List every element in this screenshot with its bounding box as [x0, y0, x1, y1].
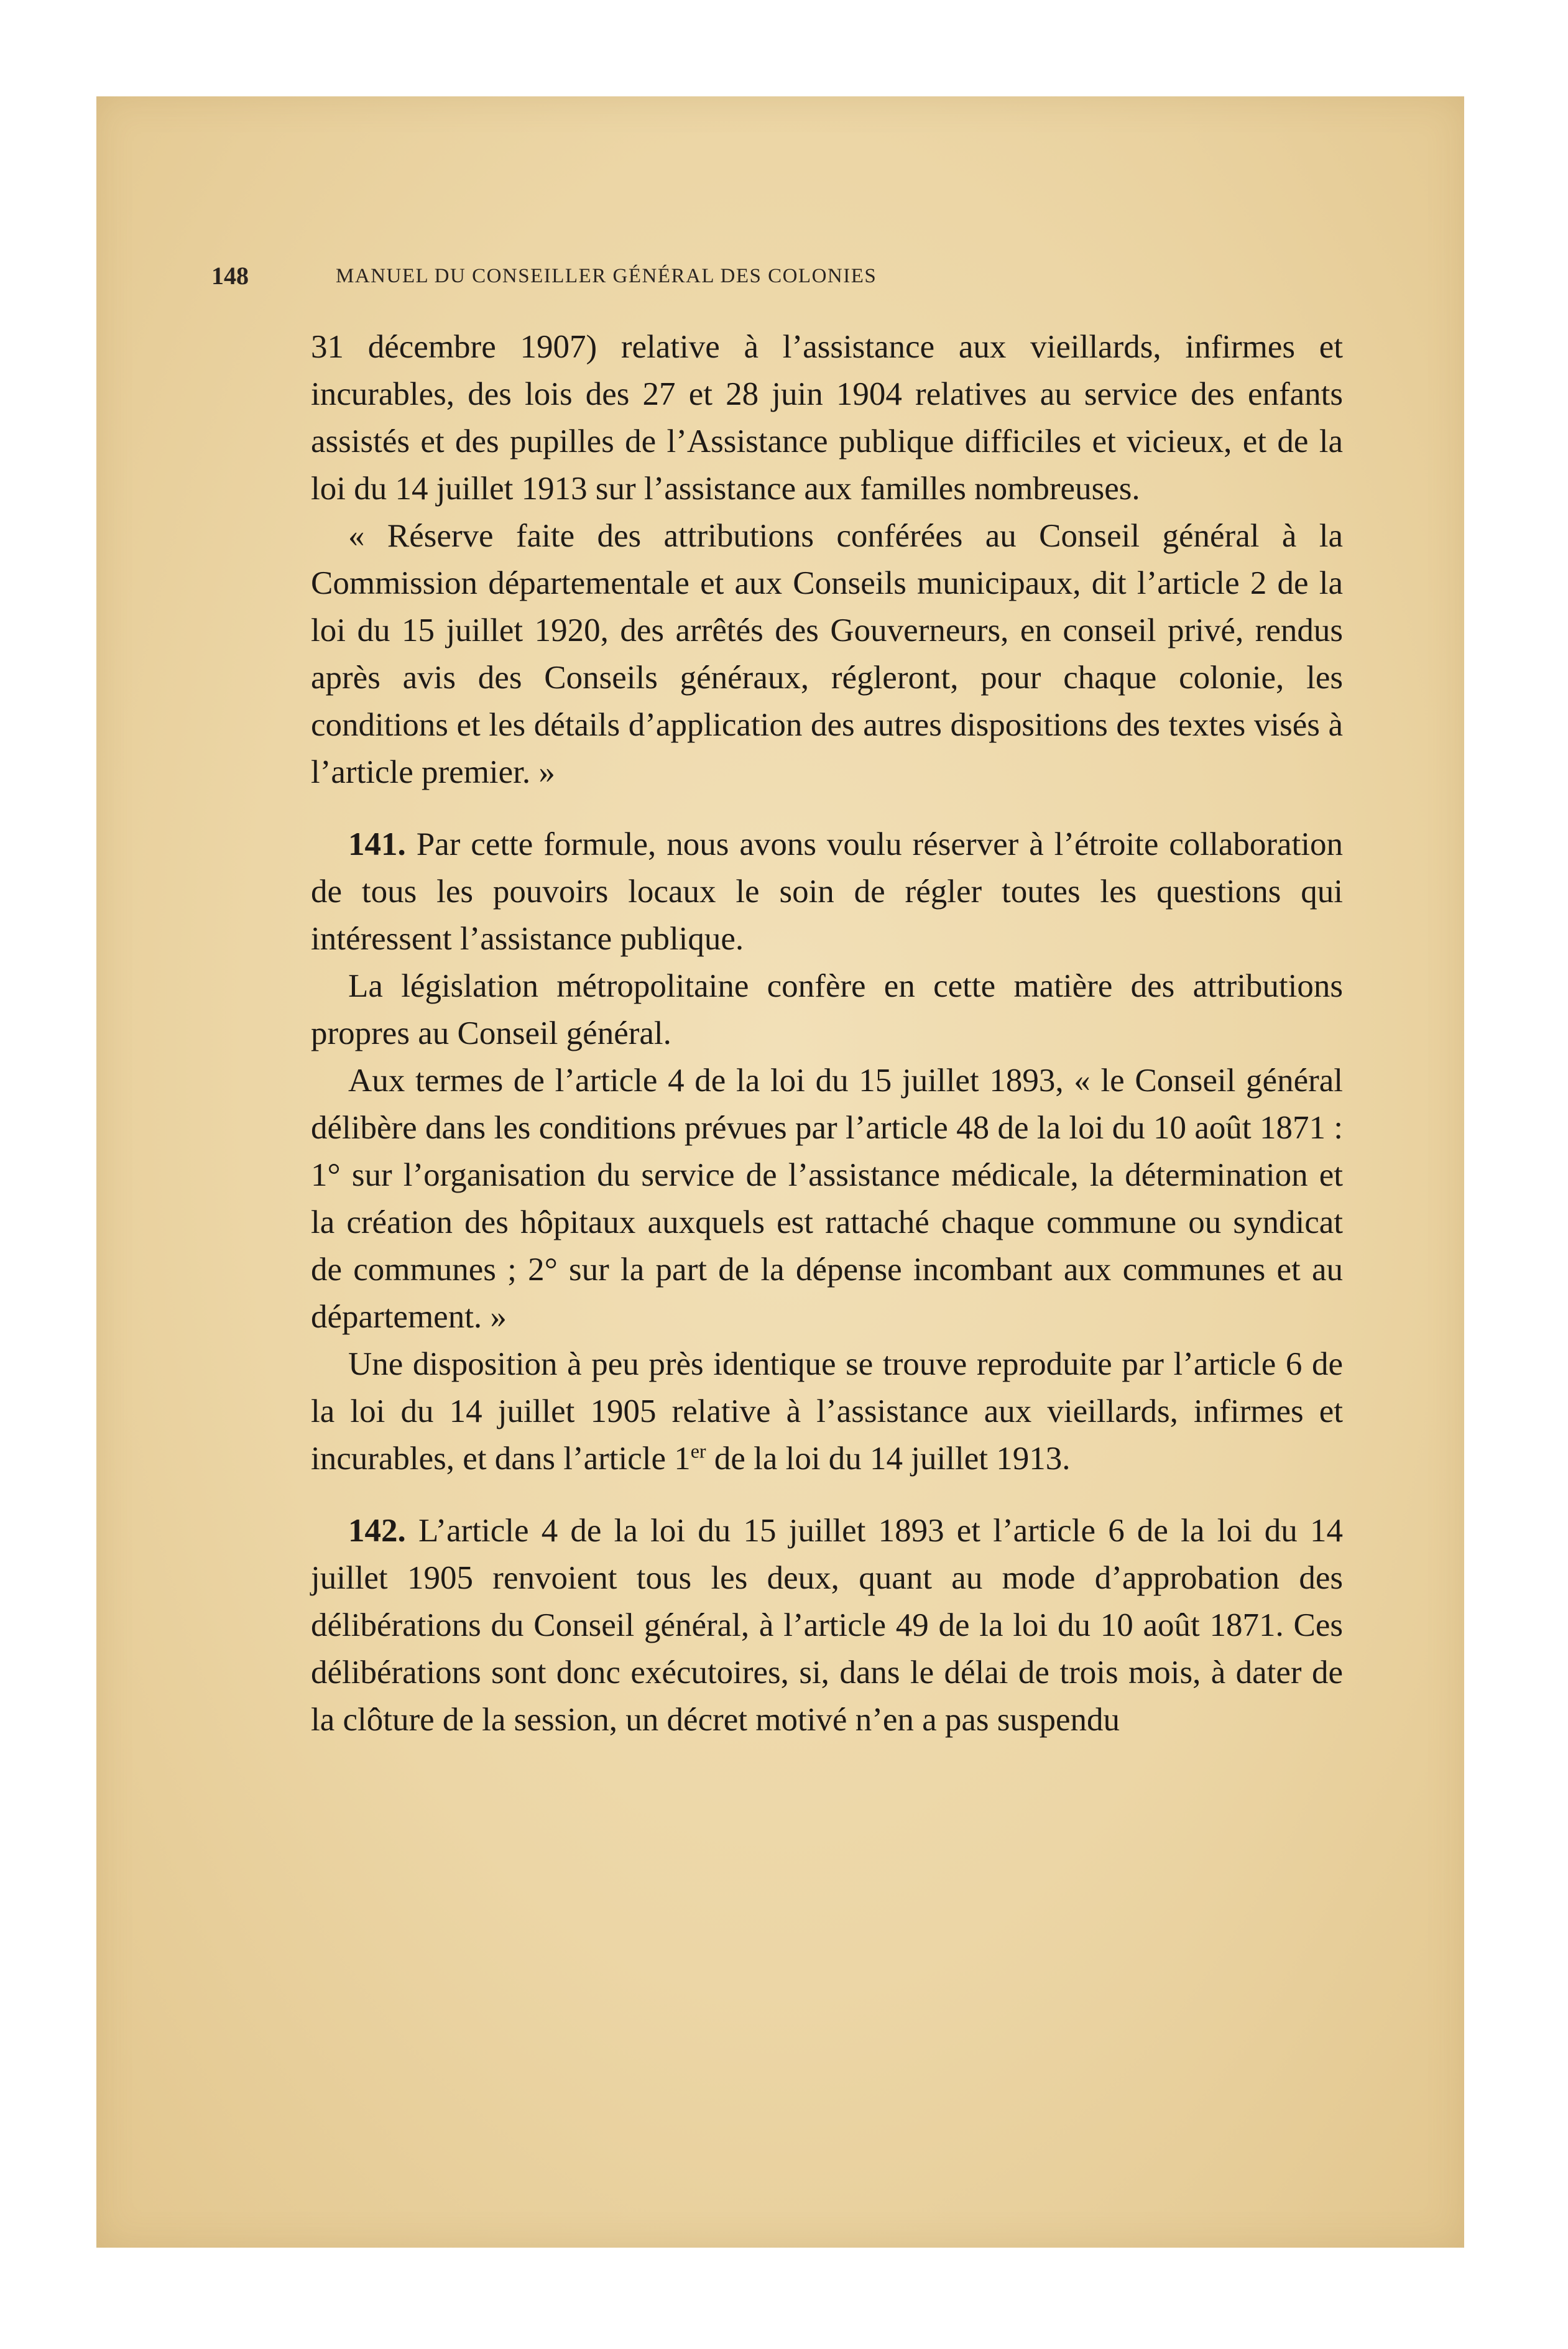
paragraph-text: La législation métropolitaine confère en cette matière des attributions propres au Conseil général. [311, 968, 1343, 1051]
page-header [211, 261, 1219, 298]
paragraph-text: Par cette formule, nous avons voulu réserver à l’étroite collaboration de tous les pouvoirs locaux le soin de régler toutes les questions qui intéressent l’assistance publique. [311, 826, 1343, 957]
section-gap [311, 796, 1343, 821]
page-body [311, 323, 1343, 1743]
section-number: 142. [348, 1513, 406, 1549]
paragraph-legislation [311, 962, 1343, 1057]
paragraph-disposition [311, 1341, 1343, 1482]
superscript: er [690, 1439, 706, 1462]
section-number: 141. [348, 826, 406, 862]
paragraph-text: 31 décembre 1907) relative à l’assistance aux vieillards, infirmes et incurables, des lois des 27 et 28 juin 1904 relatives au service des enfants assistés et des pupilles de l’Assistance publique difficiles et vicieux, et de la loi du 14 juillet 1913 sur l’assistance aux familles nombreuses. [311, 329, 1343, 507]
paragraph-text: Aux termes de l’article 4 de la loi du 15 juillet 1893, « le Conseil général délibère dans les conditions prévues par l’article 48 de la loi du 10 août 1871 : 1° sur l’organisation du service de l’assistance médicale, la détermination et la création des hôpitaux auxquels est rattaché chaque commune ou syndicat de communes ; 2° sur la part de la dépense incombant aux communes et au département. » [311, 1063, 1343, 1335]
paragraph-article-4 [311, 1057, 1343, 1341]
paragraph-text: Une disposition à peu près identique se trouve reproduite par l’article 6 de la loi du 14 juillet 1905 relative à l’assistance aux vieillards, infirmes et incurables, et dans l’article 1 [311, 1346, 1343, 1477]
paragraph-text: « Réserve faite des attributions conférées au Conseil général à la Commission départementale et aux Conseils municipaux, dit l’article 2 de la loi du 15 juillet 1920, des arrêtés des Gouverneurs, en conseil privé, rendus après avis des Conseils généraux, régleront, pour chaque colonie, les conditions et les détails d’application des autres dispositions des textes visés à l’article premier. » [311, 518, 1343, 790]
paragraph-continuation [311, 323, 1343, 512]
paragraph-quote-article-2 [311, 512, 1343, 796]
paragraph-text-end: de la loi du 14 juillet 1913. [706, 1441, 1071, 1477]
section-gap [311, 1482, 1343, 1507]
running-title: MANUEL DU CONSEILLER GÉNÉRAL DES COLONIES [336, 265, 877, 287]
paragraph-text: L’article 4 de la loi du 15 juillet 1893 et l’article 6 de la loi du 14 juillet 1905 renvoient tous les deux, quant au mode d’approbation des délibérations du Conseil général, à l’article 49 de la loi du 10 août 1871. Ces délibérations sont donc exécutoires, si, dans le délai de trois mois, à dater de la clôture de la session, un décret motivé n’en a pas suspendu [311, 1513, 1343, 1738]
paragraph-141 [311, 821, 1343, 962]
paragraph-142 [311, 1507, 1343, 1743]
page-number: 148 [211, 262, 249, 290]
